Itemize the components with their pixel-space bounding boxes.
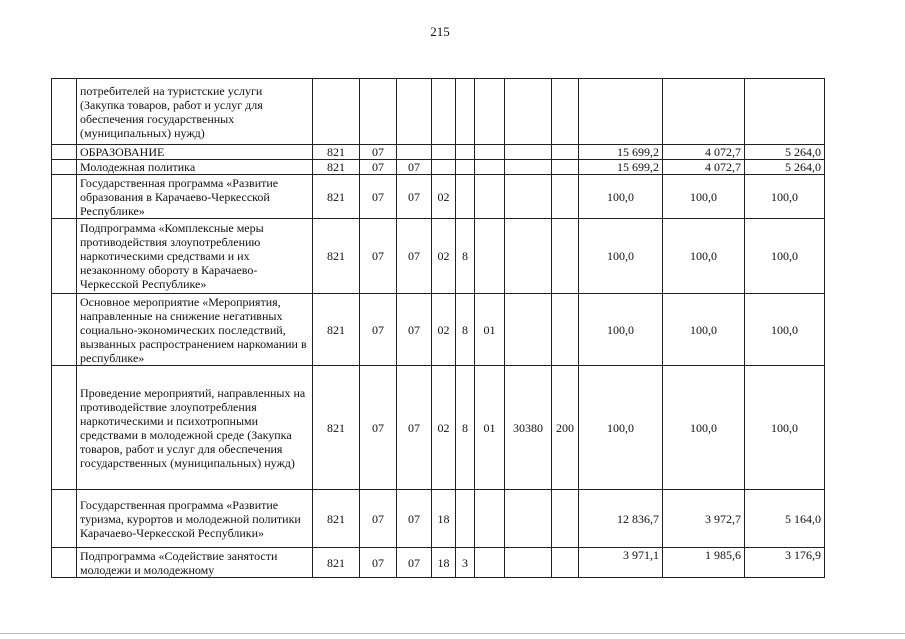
table-row bbox=[52, 145, 825, 160]
row-margin-cell bbox=[52, 175, 77, 219]
cell-napr bbox=[505, 219, 552, 294]
cell-rz: 07 bbox=[360, 219, 397, 294]
table-row bbox=[52, 490, 825, 548]
cell-napr bbox=[505, 145, 552, 160]
cell-napr bbox=[505, 294, 552, 366]
cell-om bbox=[475, 548, 505, 578]
cell-sum-s1: 3 971,1 bbox=[579, 548, 663, 578]
cell-gp: 02 bbox=[432, 366, 456, 490]
cell-sum-s1: 100,0 bbox=[579, 294, 663, 366]
cell-om bbox=[475, 79, 505, 145]
cell-ved: 821 bbox=[313, 145, 360, 160]
cell-sum-s3: 3 176,9 bbox=[745, 548, 825, 578]
cell-napr bbox=[505, 548, 552, 578]
row-name: ОБРАЗОВАНИЕ bbox=[77, 145, 313, 160]
cell-rz: 07 bbox=[360, 366, 397, 490]
cell-pr: 07 bbox=[397, 490, 432, 548]
cell-pp bbox=[456, 490, 475, 548]
cell-rz: 07 bbox=[360, 294, 397, 366]
cell-sum-s3: 100,0 bbox=[745, 366, 825, 490]
cell-vr bbox=[552, 219, 579, 294]
cell-rz: 07 bbox=[360, 175, 397, 219]
cell-rz: 07 bbox=[360, 490, 397, 548]
cell-sum-s3: 5 264,0 bbox=[745, 160, 825, 175]
cell-vr bbox=[552, 79, 579, 145]
cell-pp bbox=[456, 145, 475, 160]
cell-ved: 821 bbox=[313, 175, 360, 219]
cell-rz bbox=[360, 79, 397, 145]
cell-rz: 07 bbox=[360, 160, 397, 175]
cell-gp: 02 bbox=[432, 294, 456, 366]
cell-pp: 8 bbox=[456, 219, 475, 294]
cell-sum-s1: 100,0 bbox=[579, 219, 663, 294]
row-name: Проведение мероприятий, направленных на противодействие злоупотребления наркотическими и психотропными средствами в молодежной среде (Закупка товаров, работ и услуг для обеспечения государственных (муниципальных) нужд) bbox=[77, 366, 313, 490]
row-margin-cell bbox=[52, 366, 77, 490]
cell-gp bbox=[432, 145, 456, 160]
cell-vr bbox=[552, 490, 579, 548]
row-name: Государственная программа «Развитие образования в Карачаево-Черкесской Республике» bbox=[77, 175, 313, 219]
cell-pp: 8 bbox=[456, 366, 475, 490]
cell-om bbox=[475, 175, 505, 219]
table-row bbox=[52, 79, 825, 145]
cell-om bbox=[475, 160, 505, 175]
cell-sum-s1: 100,0 bbox=[579, 175, 663, 219]
cell-gp: 02 bbox=[432, 175, 456, 219]
cell-sum-s2 bbox=[663, 79, 745, 145]
cell-sum-s3: 5 164,0 bbox=[745, 490, 825, 548]
cell-gp: 18 bbox=[432, 490, 456, 548]
cell-sum-s2: 100,0 bbox=[663, 219, 745, 294]
cell-ved: 821 bbox=[313, 490, 360, 548]
table-row bbox=[52, 219, 825, 294]
page-number: 215 bbox=[430, 24, 450, 39]
page-edge-line bbox=[0, 633, 905, 634]
cell-rz: 07 bbox=[360, 145, 397, 160]
cell-pp: 8 bbox=[456, 294, 475, 366]
cell-sum-s2: 100,0 bbox=[663, 294, 745, 366]
row-margin-cell bbox=[52, 79, 77, 145]
cell-napr bbox=[505, 490, 552, 548]
table-row bbox=[52, 160, 825, 175]
cell-ved: 821 bbox=[313, 160, 360, 175]
cell-vr: 200 bbox=[552, 366, 579, 490]
cell-sum-s1: 15 699,2 bbox=[579, 160, 663, 175]
cell-pp bbox=[456, 79, 475, 145]
cell-om bbox=[475, 145, 505, 160]
cell-ved: 821 bbox=[313, 219, 360, 294]
cell-napr bbox=[505, 79, 552, 145]
cell-sum-s3: 100,0 bbox=[745, 175, 825, 219]
row-margin-cell bbox=[52, 490, 77, 548]
cell-sum-s2: 4 072,7 bbox=[663, 160, 745, 175]
cell-om: 01 bbox=[475, 366, 505, 490]
cell-ved: 821 bbox=[313, 366, 360, 490]
cell-rz: 07 bbox=[360, 548, 397, 578]
cell-sum-s3: 100,0 bbox=[745, 294, 825, 366]
table-row bbox=[52, 294, 825, 366]
cell-pp: 3 bbox=[456, 548, 475, 578]
row-name: потребителей на туристские услуги (Закупка товаров, работ и услуг для обеспечения государственных (муниципальных) нужд) bbox=[77, 79, 313, 145]
cell-pr: 07 bbox=[397, 160, 432, 175]
cell-vr bbox=[552, 145, 579, 160]
row-margin-cell bbox=[52, 294, 77, 366]
cell-vr bbox=[552, 548, 579, 578]
cell-sum-s3: 100,0 bbox=[745, 219, 825, 294]
row-name: Молодежная политика bbox=[77, 160, 313, 175]
cell-pr bbox=[397, 145, 432, 160]
cell-vr bbox=[552, 294, 579, 366]
cell-gp: 02 bbox=[432, 219, 456, 294]
cell-pr: 07 bbox=[397, 175, 432, 219]
row-margin-cell bbox=[52, 145, 77, 160]
cell-om bbox=[475, 490, 505, 548]
cell-sum-s2: 4 072,7 bbox=[663, 145, 745, 160]
cell-gp bbox=[432, 79, 456, 145]
cell-pr: 07 bbox=[397, 294, 432, 366]
cell-pr: 07 bbox=[397, 219, 432, 294]
budget-table bbox=[51, 78, 825, 578]
table-row bbox=[52, 366, 825, 490]
cell-sum-s3 bbox=[745, 79, 825, 145]
cell-pr: 07 bbox=[397, 548, 432, 578]
cell-sum-s2: 100,0 bbox=[663, 366, 745, 490]
cell-napr bbox=[505, 160, 552, 175]
cell-pr: 07 bbox=[397, 366, 432, 490]
cell-pp bbox=[456, 175, 475, 219]
row-name: Подпрограмма «Содействие занятости молодежи и молодежному bbox=[77, 548, 313, 578]
cell-vr bbox=[552, 160, 579, 175]
cell-ved bbox=[313, 79, 360, 145]
table-row bbox=[52, 175, 825, 219]
cell-om bbox=[475, 219, 505, 294]
cell-sum-s1: 12 836,7 bbox=[579, 490, 663, 548]
row-name: Подпрограмма «Комплексные меры противодействия злоупотреблению наркотическими средствами и их незаконному обороту в Карачаево-Черкесской Республике» bbox=[77, 219, 313, 294]
cell-sum-s2: 100,0 bbox=[663, 175, 745, 219]
cell-sum-s1: 15 699,2 bbox=[579, 145, 663, 160]
row-name: Основное мероприятие «Мероприятия, направленные на снижение негативных социально-экономических последствий, вызванных распространением наркомании в республике» bbox=[77, 294, 313, 366]
cell-gp bbox=[432, 160, 456, 175]
cell-gp: 18 bbox=[432, 548, 456, 578]
cell-sum-s3: 5 264,0 bbox=[745, 145, 825, 160]
cell-vr bbox=[552, 175, 579, 219]
cell-pr bbox=[397, 79, 432, 145]
row-margin-cell bbox=[52, 548, 77, 578]
row-margin-cell bbox=[52, 160, 77, 175]
cell-sum-s2: 3 972,7 bbox=[663, 490, 745, 548]
cell-sum-s1: 100,0 bbox=[579, 366, 663, 490]
cell-napr bbox=[505, 175, 552, 219]
row-margin-cell bbox=[52, 219, 77, 294]
table-row bbox=[52, 548, 825, 578]
cell-sum-s1 bbox=[579, 79, 663, 145]
cell-om: 01 bbox=[475, 294, 505, 366]
cell-napr: 30380 bbox=[505, 366, 552, 490]
cell-pp bbox=[456, 160, 475, 175]
cell-sum-s2: 1 985,6 bbox=[663, 548, 745, 578]
cell-ved: 821 bbox=[313, 548, 360, 578]
cell-ved: 821 bbox=[313, 294, 360, 366]
row-name: Государственная программа «Развитие туризма, курортов и молодежной политики Карачаево-Черкесской Республики» bbox=[77, 490, 313, 548]
